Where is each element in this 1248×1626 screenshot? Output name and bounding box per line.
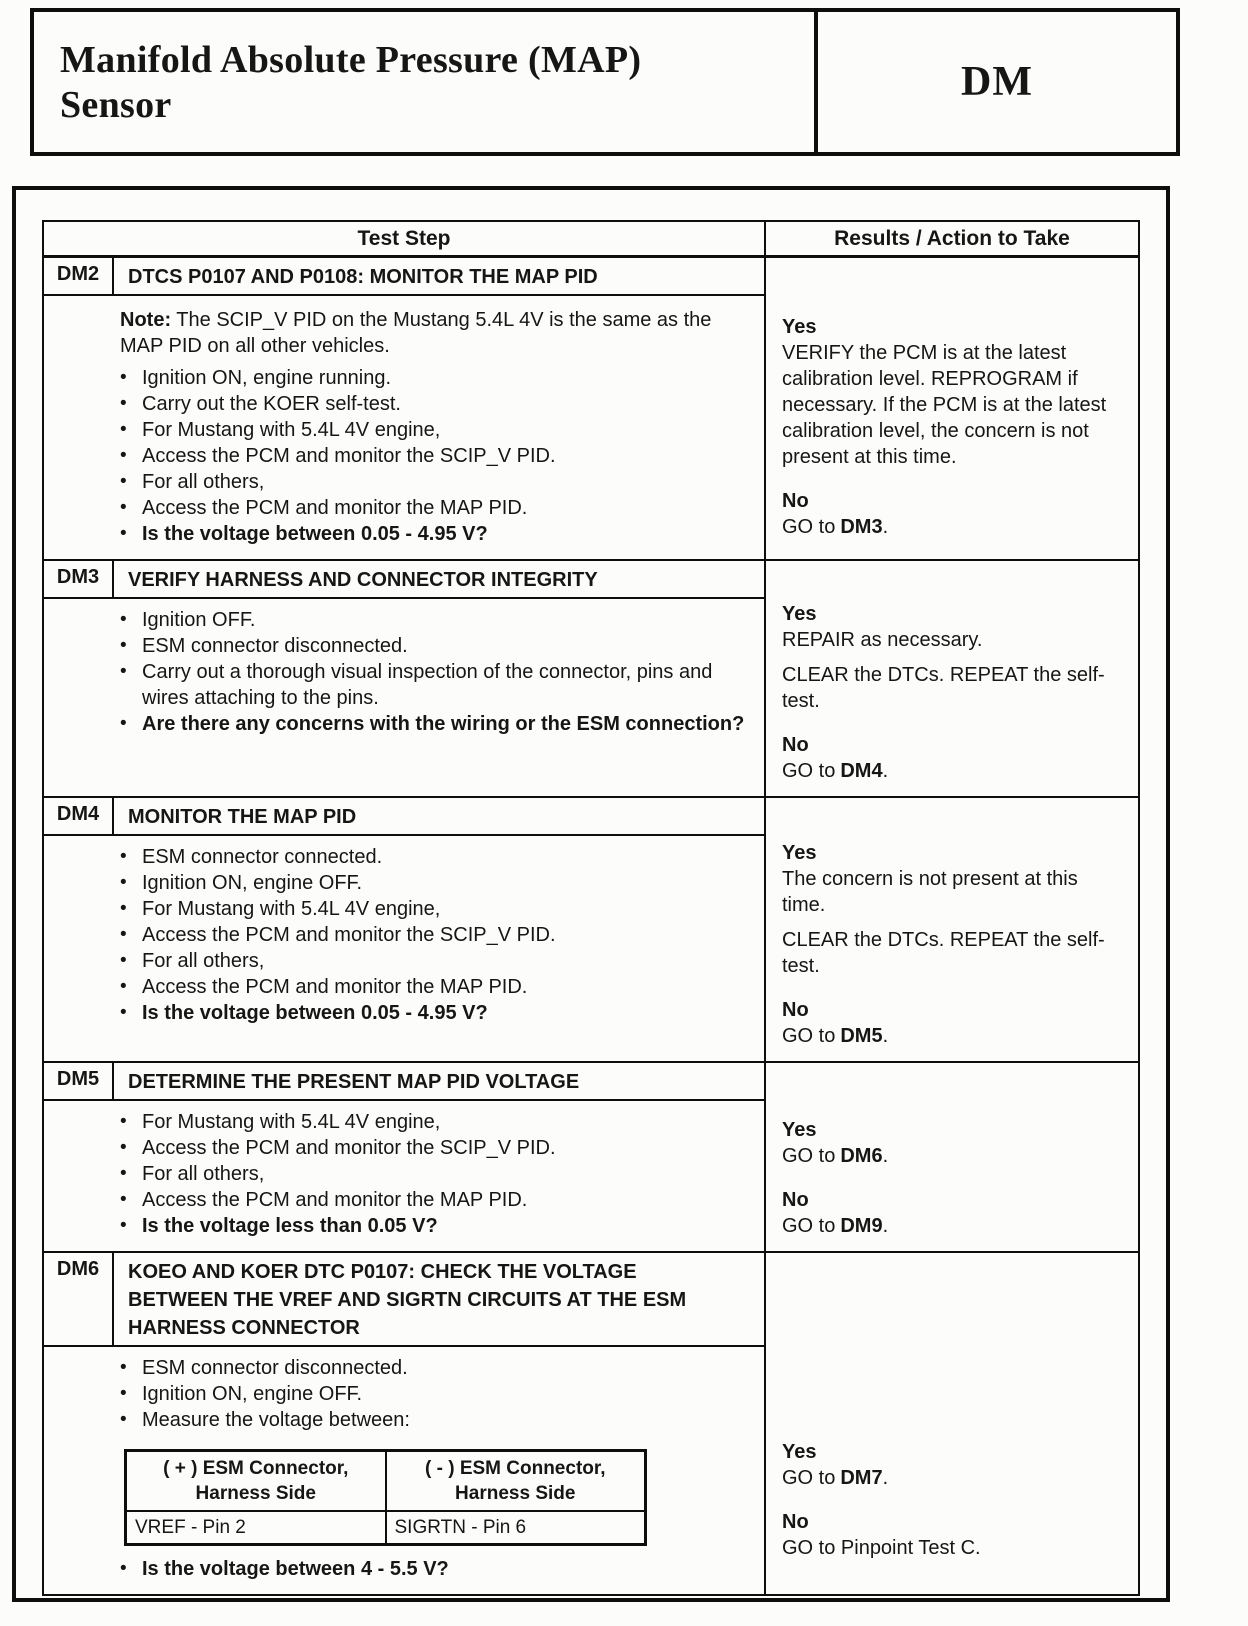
result-span: CLEAR the DTCs. REPEAT the self-test. bbox=[782, 929, 1105, 977]
bullet-icon: • bbox=[120, 367, 127, 388]
bullet-icon: • bbox=[120, 1189, 127, 1210]
bullet-text: Carry out a thorough visual inspection of the connector, pins and wires attaching to the pins. bbox=[142, 661, 713, 709]
result-span: GO to bbox=[782, 1145, 836, 1167]
result-span: GO to bbox=[782, 1215, 836, 1237]
bullet-item bbox=[120, 469, 748, 495]
result-span: . bbox=[882, 760, 889, 782]
voltage-table-cell: SIGRTN - Pin 6 bbox=[386, 1511, 646, 1545]
test-step-col bbox=[44, 1063, 766, 1251]
bullet-item bbox=[120, 659, 748, 711]
step-title: KOEO AND KOER DTC P0107: CHECK THE VOLTAGE BETWEEN THE VREF AND SIGRTN CIRCUITS AT THE ESM HARNESS CONNECTOR bbox=[128, 1261, 687, 1339]
step-title: DTCS P0107 AND P0108: MONITOR THE MAP PID bbox=[128, 266, 598, 288]
step-title-row bbox=[44, 258, 764, 296]
bullet-text: ESM connector disconnected. bbox=[142, 635, 408, 657]
bullet-text: Access the PCM and monitor the MAP PID. bbox=[142, 1189, 528, 1211]
bullet-text: Carry out the KOER self-test. bbox=[142, 393, 401, 415]
result-goto-target: DM9 bbox=[840, 1215, 883, 1237]
bullet-icon: • bbox=[120, 898, 127, 919]
bullet-icon: • bbox=[120, 419, 127, 440]
step-body bbox=[44, 1347, 764, 1594]
test-step-row bbox=[44, 258, 1138, 559]
bullet-item bbox=[120, 1556, 748, 1582]
test-step-col bbox=[44, 561, 766, 796]
result-span: CLEAR the DTCs. REPEAT the self-test. bbox=[782, 664, 1105, 712]
result-label: No bbox=[782, 1189, 809, 1211]
bullet-text: Access the PCM and monitor the MAP PID. bbox=[142, 497, 528, 519]
voltage-measure-table bbox=[124, 1449, 647, 1546]
bullet-item bbox=[120, 1381, 748, 1407]
test-step-col bbox=[44, 798, 766, 1061]
table-header-row bbox=[44, 222, 1138, 258]
bullet-text: Is the voltage between 0.05 - 4.95 V? bbox=[142, 1002, 488, 1024]
bullet-item bbox=[120, 1161, 748, 1187]
bullet-icon: • bbox=[120, 1215, 127, 1236]
bullet-text: Ignition ON, engine OFF. bbox=[142, 1383, 363, 1405]
bullet-icon: • bbox=[120, 1137, 127, 1158]
bullet-text: Access the PCM and monitor the MAP PID. bbox=[142, 976, 528, 998]
result-goto-target: DM6 bbox=[840, 1145, 883, 1167]
result-span: GO to Pinpoint Test C. bbox=[782, 1537, 981, 1559]
procedure-outer-box bbox=[12, 186, 1170, 1602]
result-text bbox=[782, 1213, 1124, 1239]
bullet-item bbox=[120, 974, 748, 1000]
voltage-table-header-cell: ( + ) ESM Connector, Harness Side bbox=[126, 1451, 386, 1512]
bullet-item bbox=[120, 1135, 748, 1161]
step-id: DM6 bbox=[44, 1253, 114, 1345]
result-goto-target: DM3 bbox=[840, 516, 883, 538]
bullet-item bbox=[120, 948, 748, 974]
voltage-table-cell: VREF - Pin 2 bbox=[126, 1511, 386, 1545]
bullet-text: Access the PCM and monitor the SCIP_V PID. bbox=[142, 1137, 556, 1159]
bullet-item bbox=[120, 1187, 748, 1213]
bullet-text: Ignition OFF. bbox=[142, 609, 256, 631]
result-text bbox=[782, 514, 1124, 540]
bullet-icon: • bbox=[120, 445, 127, 466]
bullet-text: For Mustang with 5.4L 4V engine, bbox=[142, 1111, 441, 1133]
bullet-text: Ignition ON, engine OFF. bbox=[142, 872, 363, 894]
bullet-text: For all others, bbox=[142, 950, 265, 972]
bullet-text: Ignition ON, engine running. bbox=[142, 367, 392, 389]
bullet-icon: • bbox=[120, 1111, 127, 1132]
result-text bbox=[782, 758, 1124, 784]
step-body bbox=[44, 296, 764, 559]
result-text bbox=[782, 662, 1124, 714]
bullet-item bbox=[120, 495, 748, 521]
bullet-text: ESM connector connected. bbox=[142, 846, 383, 868]
result-label: Yes bbox=[782, 603, 817, 625]
result-text bbox=[782, 1143, 1124, 1169]
bullet-icon: • bbox=[120, 1002, 127, 1023]
bullet-text: For Mustang with 5.4L 4V engine, bbox=[142, 898, 441, 920]
test-step-col bbox=[44, 258, 766, 559]
result-span: . bbox=[882, 1215, 889, 1237]
bullet-icon: • bbox=[120, 1558, 127, 1579]
bullet-item bbox=[120, 633, 748, 659]
result-goto-target: DM5 bbox=[840, 1025, 883, 1047]
bullet-text: Measure the voltage between: bbox=[142, 1409, 410, 1431]
step-results bbox=[766, 258, 1138, 559]
result-label: Yes bbox=[782, 1119, 817, 1141]
result-span: GO to bbox=[782, 1467, 836, 1489]
step-id: DM2 bbox=[44, 258, 114, 294]
result-span: . bbox=[882, 1025, 889, 1047]
step-results bbox=[766, 798, 1138, 1061]
voltage-table-header-row bbox=[126, 1451, 646, 1512]
result-span: VERIFY the PCM is at the latest calibration level. REPROGRAM if necessary. If the PCM is at the latest calibration level, the concern is not present at this time. bbox=[782, 342, 1107, 468]
page-title-line2: Sensor bbox=[60, 83, 172, 126]
col-header-test-step: Test Step bbox=[44, 222, 766, 255]
bullet-item bbox=[120, 417, 748, 443]
bullet-icon: • bbox=[120, 713, 127, 734]
result-span: . bbox=[882, 1467, 889, 1489]
pinpoint-test-table bbox=[42, 220, 1140, 1596]
bullet-icon: • bbox=[120, 523, 127, 544]
step-results bbox=[766, 1253, 1138, 1594]
bullet-item bbox=[120, 711, 748, 737]
bullet-text: Access the PCM and monitor the SCIP_V PID. bbox=[142, 924, 556, 946]
bullet-text: For all others, bbox=[142, 471, 265, 493]
bullet-icon: • bbox=[120, 635, 127, 656]
bullet-icon: • bbox=[120, 609, 127, 630]
result-goto-target: DM4 bbox=[840, 760, 883, 782]
section-code-box bbox=[814, 12, 1176, 152]
result-text bbox=[782, 1535, 1124, 1561]
bullet-item bbox=[120, 1000, 748, 1026]
bullet-item bbox=[120, 607, 748, 633]
step-title-row bbox=[44, 1063, 764, 1101]
bullet-icon: • bbox=[120, 1357, 127, 1378]
result-label: Yes bbox=[782, 316, 817, 338]
col-header-results: Results / Action to Take bbox=[834, 227, 1070, 250]
step-body bbox=[44, 599, 764, 796]
result-text bbox=[782, 927, 1124, 979]
step-title-row bbox=[44, 561, 764, 599]
section-code: DM bbox=[961, 59, 1033, 105]
result-text bbox=[782, 1023, 1124, 1049]
step-title: DETERMINE THE PRESENT MAP PID VOLTAGE bbox=[128, 1071, 580, 1093]
result-span: GO to bbox=[782, 1025, 836, 1047]
result-text bbox=[782, 1465, 1124, 1491]
step-title-row bbox=[44, 1253, 764, 1347]
bullet-item bbox=[120, 844, 748, 870]
table-rows bbox=[44, 258, 1138, 1594]
step-title-row bbox=[44, 798, 764, 836]
test-step-row bbox=[44, 559, 1138, 796]
result-text bbox=[782, 340, 1124, 470]
bullet-item bbox=[120, 1407, 748, 1433]
bullet-icon: • bbox=[120, 872, 127, 893]
document-header-box bbox=[30, 8, 1180, 156]
bullet-icon: • bbox=[120, 1409, 127, 1430]
bullet-text: ESM connector disconnected. bbox=[142, 1357, 408, 1379]
bullet-icon: • bbox=[120, 471, 127, 492]
result-goto-target: DM7 bbox=[840, 1467, 883, 1489]
bullet-item bbox=[120, 896, 748, 922]
test-step-row bbox=[44, 796, 1138, 1061]
result-span: The concern is not present at this time. bbox=[782, 868, 1078, 916]
result-text bbox=[782, 866, 1124, 918]
bullet-text: For all others, bbox=[142, 1163, 265, 1185]
result-text bbox=[782, 627, 1124, 653]
step-id: DM4 bbox=[44, 798, 114, 834]
test-step-row bbox=[44, 1251, 1138, 1594]
bullet-icon: • bbox=[120, 950, 127, 971]
result-span: GO to bbox=[782, 760, 836, 782]
result-span: REPAIR as necessary. bbox=[782, 629, 983, 651]
step-body bbox=[44, 1101, 764, 1251]
bullet-text: For Mustang with 5.4L 4V engine, bbox=[142, 419, 441, 441]
result-span: GO to bbox=[782, 516, 836, 538]
bullet-icon: • bbox=[120, 924, 127, 945]
voltage-table-header-cell: ( - ) ESM Connector, Harness Side bbox=[386, 1451, 646, 1512]
step-title: VERIFY HARNESS AND CONNECTOR INTEGRITY bbox=[128, 569, 598, 591]
bullet-icon: • bbox=[120, 661, 127, 682]
bullet-item bbox=[120, 870, 748, 896]
page-title bbox=[60, 38, 796, 128]
bullet-text: Is the voltage between 4 - 5.5 V? bbox=[142, 1558, 449, 1580]
page-title-line1: Manifold Absolute Pressure (MAP) bbox=[60, 39, 642, 81]
result-label: Yes bbox=[782, 842, 817, 864]
bullet-item bbox=[120, 1355, 748, 1381]
bullet-item bbox=[120, 1109, 748, 1135]
result-label: No bbox=[782, 999, 809, 1021]
step-note: Note: The SCIP_V PID on the Mustang 5.4L 4V is the same as the MAP PID on all other vehicles. bbox=[120, 309, 712, 357]
bullet-item bbox=[120, 922, 748, 948]
bullet-icon: • bbox=[120, 497, 127, 518]
note-label: Note: bbox=[120, 309, 172, 331]
bullet-item bbox=[120, 1213, 748, 1239]
bullet-icon: • bbox=[120, 1383, 127, 1404]
bullet-icon: • bbox=[120, 393, 127, 414]
step-id: DM5 bbox=[44, 1063, 114, 1099]
bullet-text: Is the voltage between 0.05 - 4.95 V? bbox=[142, 523, 488, 545]
bullet-icon: • bbox=[120, 1163, 127, 1184]
step-body bbox=[44, 836, 764, 1061]
bullet-icon: • bbox=[120, 976, 127, 997]
test-step-row bbox=[44, 1061, 1138, 1251]
bullet-text: Is the voltage less than 0.05 V? bbox=[142, 1215, 438, 1237]
bullet-item bbox=[120, 521, 748, 547]
bullet-text: Access the PCM and monitor the SCIP_V PID. bbox=[142, 445, 556, 467]
result-label: Yes bbox=[782, 1441, 817, 1463]
step-title: MONITOR THE MAP PID bbox=[128, 806, 357, 828]
document-title-area bbox=[34, 12, 814, 152]
bullet-text: Are there any concerns with the wiring or the ESM connection? bbox=[142, 713, 745, 735]
bullet-item bbox=[120, 443, 748, 469]
result-span: . bbox=[882, 1145, 889, 1167]
result-label: No bbox=[782, 734, 809, 756]
bullet-item bbox=[120, 365, 748, 391]
voltage-table-data-row bbox=[126, 1511, 646, 1545]
bullet-item bbox=[120, 391, 748, 417]
result-label: No bbox=[782, 1511, 809, 1533]
result-span: . bbox=[882, 516, 889, 538]
bullet-icon: • bbox=[120, 846, 127, 867]
result-label: No bbox=[782, 490, 809, 512]
step-results bbox=[766, 561, 1138, 796]
step-id: DM3 bbox=[44, 561, 114, 597]
step-results bbox=[766, 1063, 1138, 1251]
test-step-col bbox=[44, 1253, 766, 1594]
